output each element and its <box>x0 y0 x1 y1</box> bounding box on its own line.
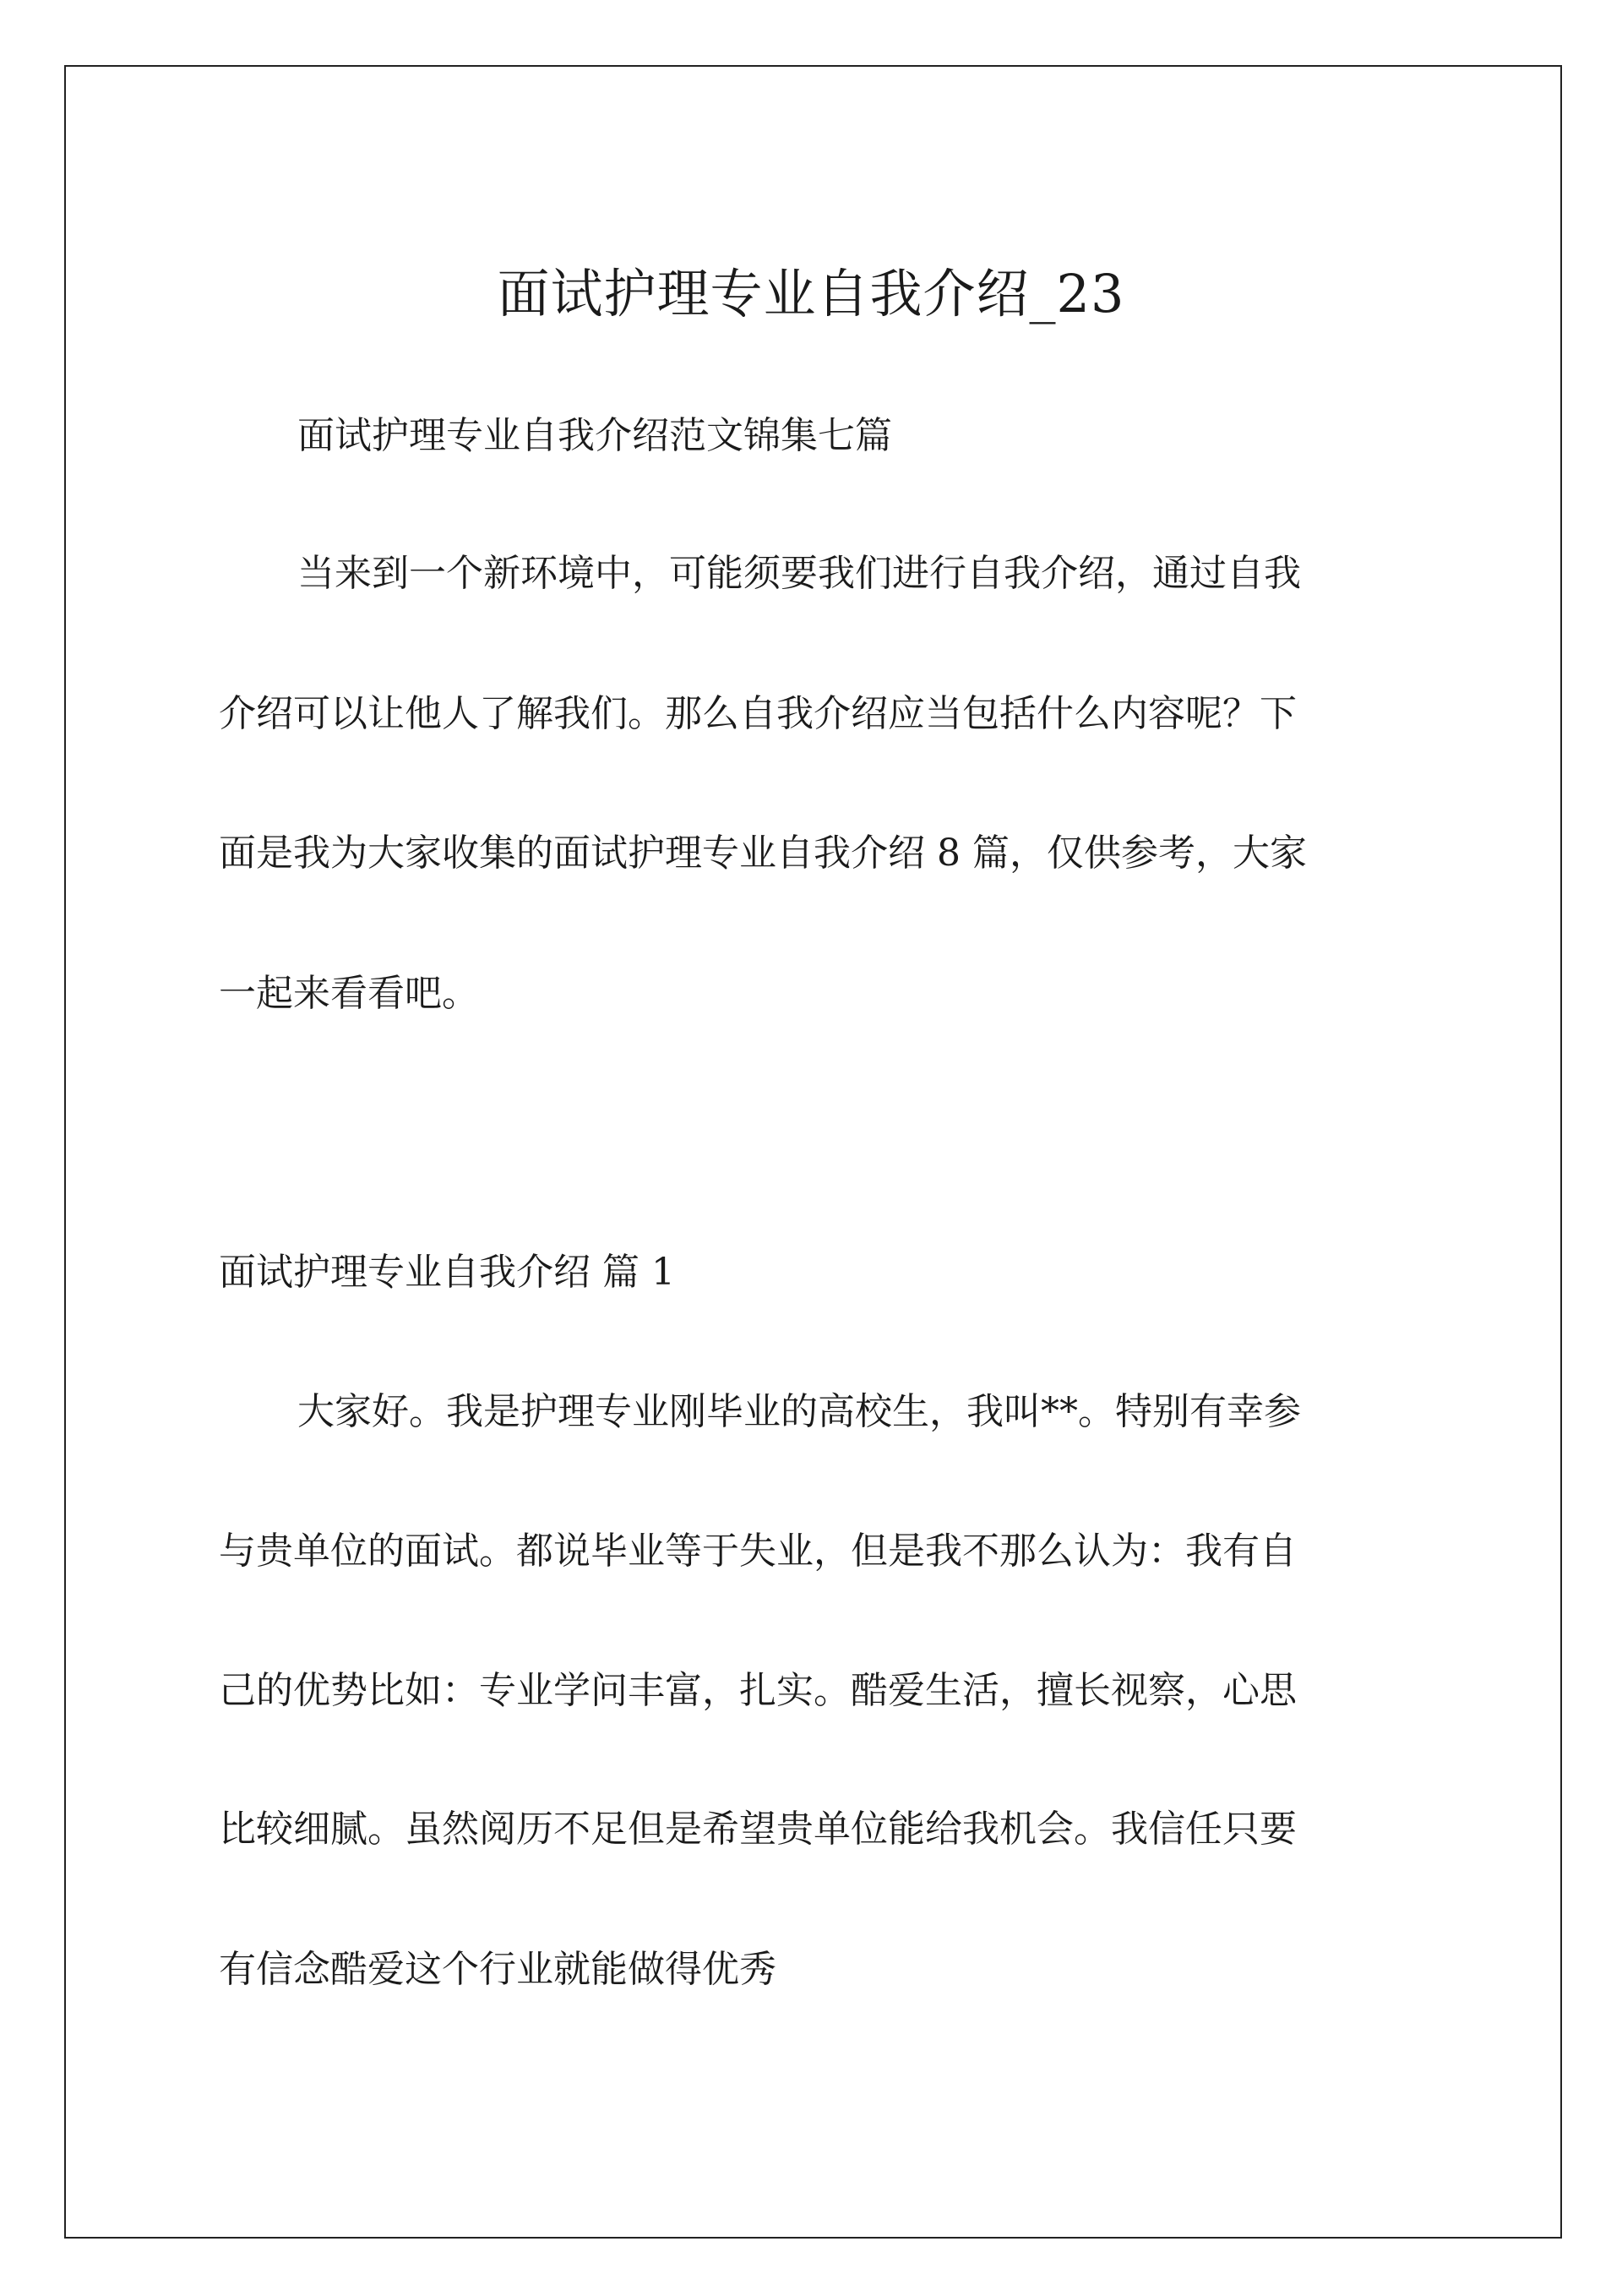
document-subtitle: 面试护理专业自我介绍范文锦集七篇 <box>297 414 892 457</box>
section-line-3: 己的优势比如：专业学问丰富，扎实。酷爱生活，擅长视察，心思 <box>219 1669 1297 1712</box>
section-line-2: 与贵单位的面试。都说毕业等于失业，但是我不那么认为：我有自 <box>219 1530 1297 1573</box>
section-line-4: 比较细腻。虽然阅历不足但是希望贵单位能给我机会。我信任只要 <box>219 1808 1297 1851</box>
intro-line-3: 面是我为大家收集的面试护理专业自我介绍 8 篇，仅供参考，大家 <box>219 832 1307 875</box>
section-line-5: 有信念酷爱这个行业就能做得优秀 <box>219 1948 776 1991</box>
intro-line-4: 一起来看看吧。 <box>219 972 479 1015</box>
intro-line-2: 介绍可以让他人了解我们。那么自我介绍应当包括什么内容呢？下 <box>219 692 1297 735</box>
section-line-1: 大家好。我是护理专业刚毕业的高校生，我叫**。特别有幸参 <box>297 1390 1301 1433</box>
document-title: 面试护理专业自我介绍_23 <box>497 263 1125 324</box>
section-heading: 面试护理专业自我介绍 篇 1 <box>219 1251 675 1294</box>
page-frame <box>64 65 1562 2239</box>
intro-line-1: 当来到一个新环境中，可能须要我们进行自我介绍，通过自我 <box>297 552 1301 595</box>
